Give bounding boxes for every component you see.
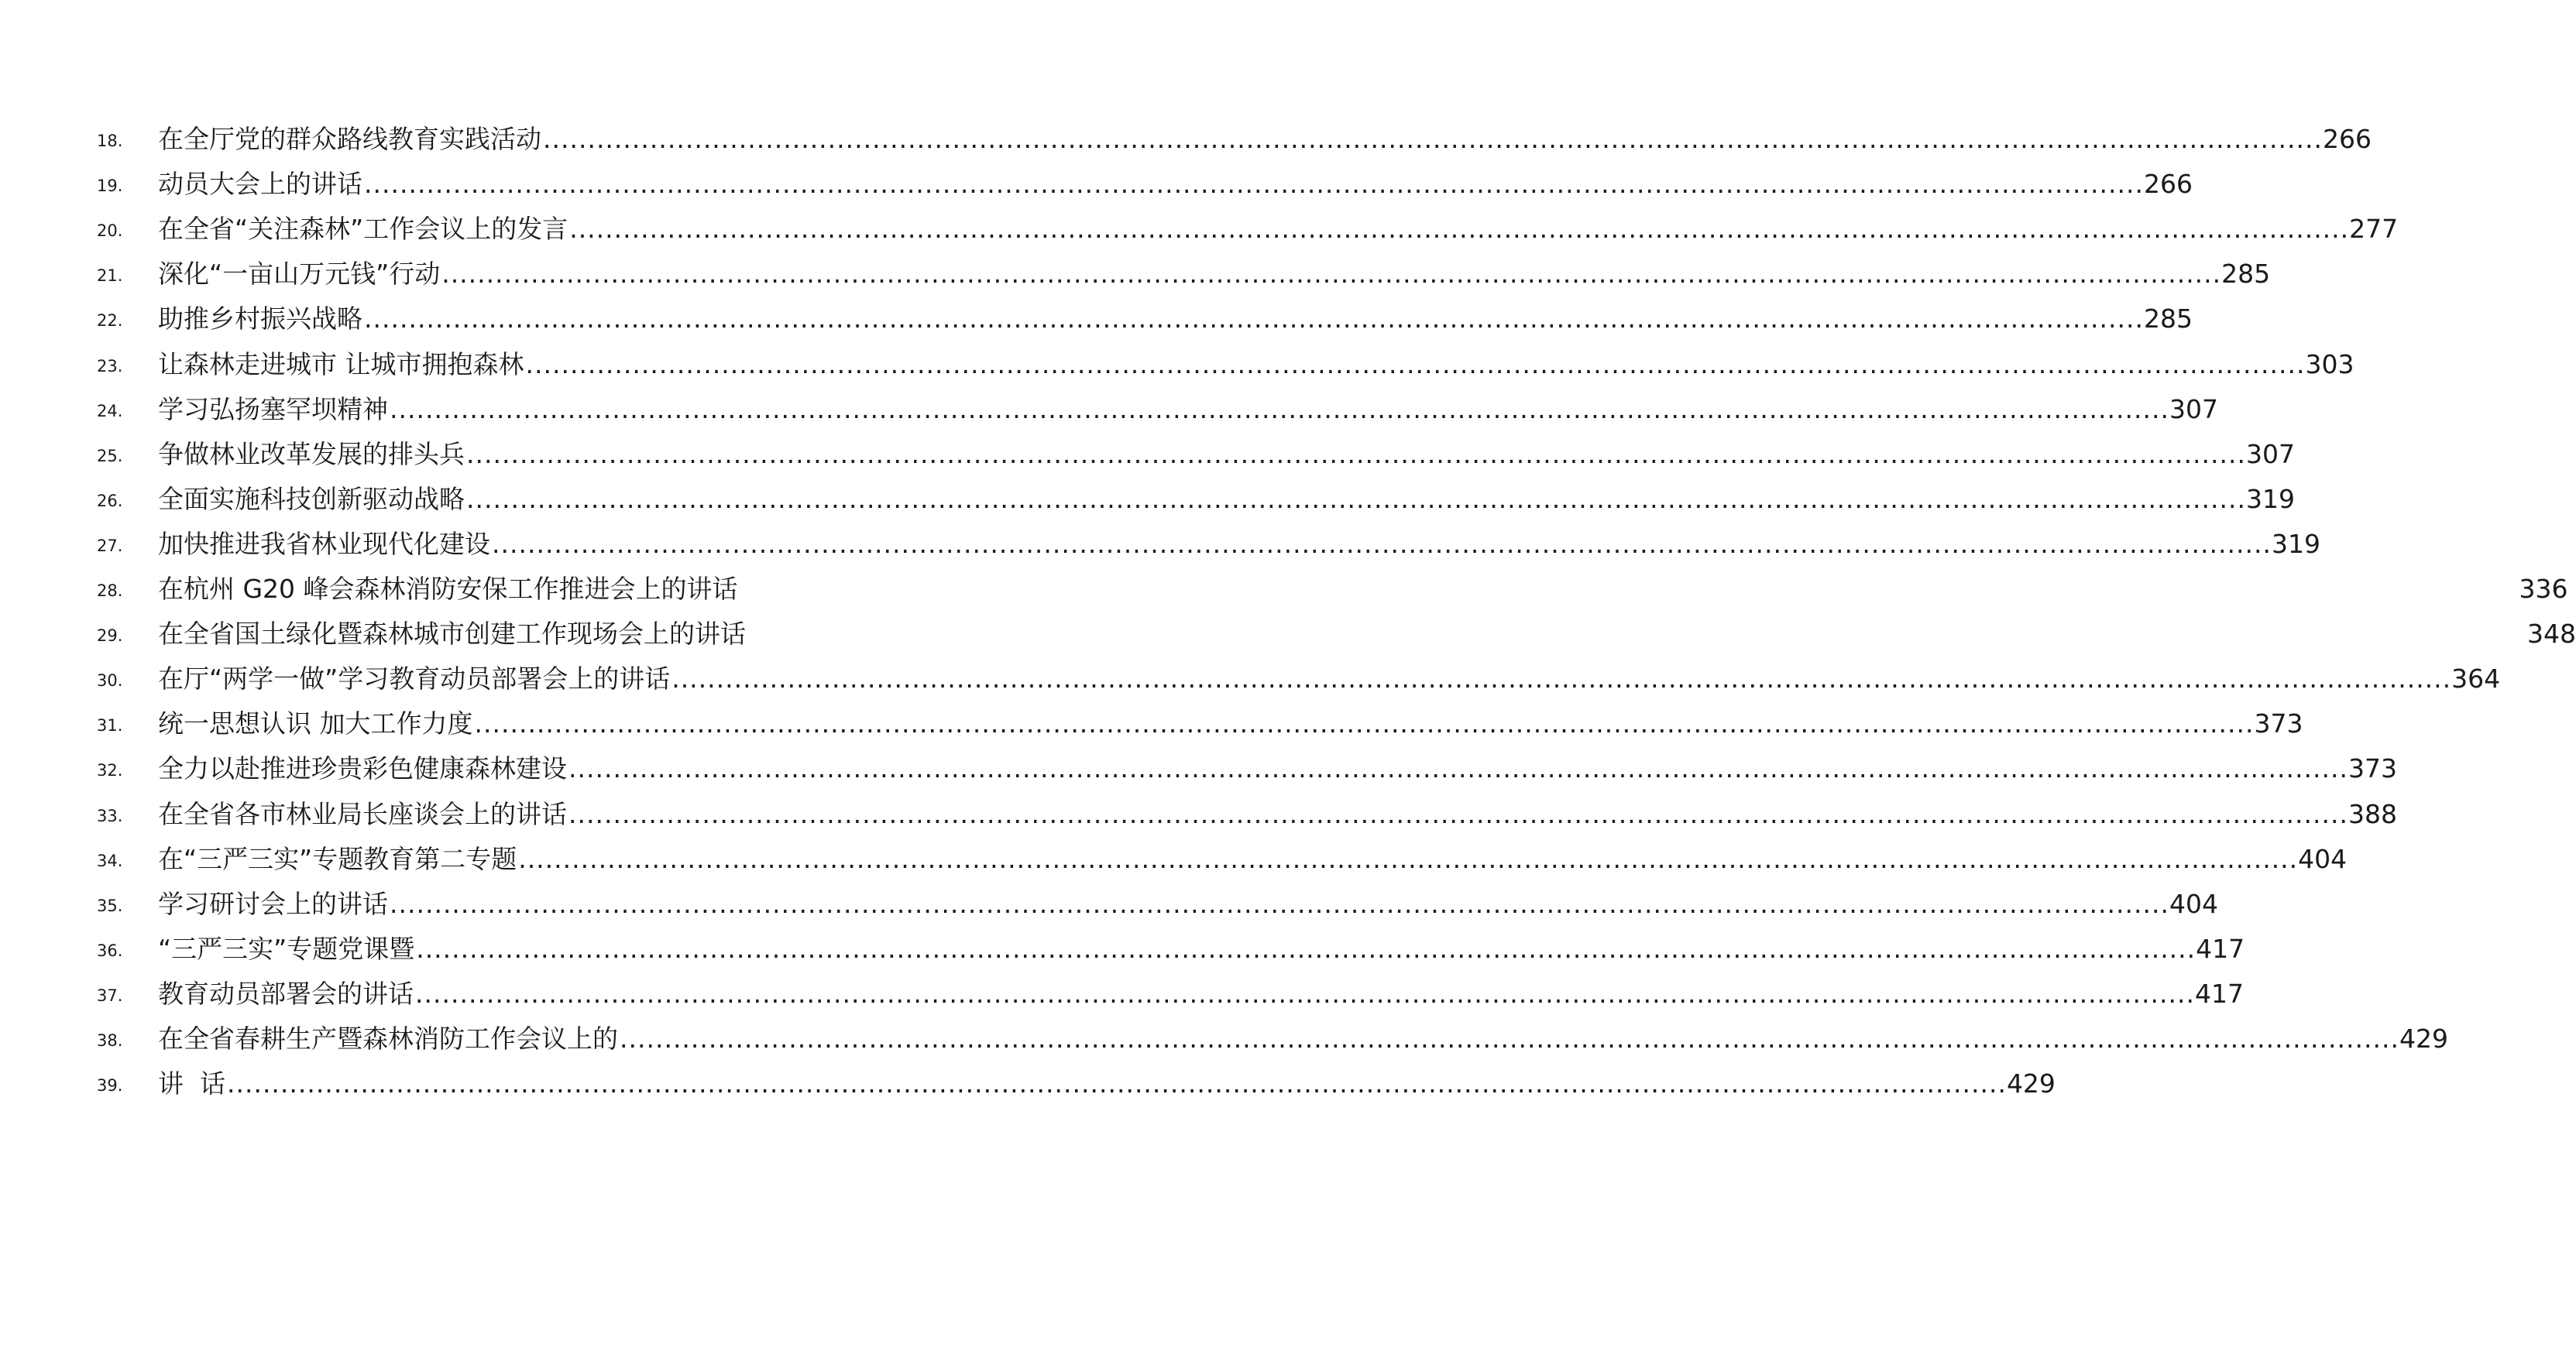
toc-entry[interactable] <box>0 389 2218 425</box>
toc-leader-dots: ........................................................................................................................................................................................................ <box>364 169 2144 200</box>
toc-entry-title: 在杭州 G20 峰会森林消防安保工作推进会上的讲话 <box>158 574 738 604</box>
toc-entry-number: 29. <box>97 626 123 646</box>
toc-leader-dots: ........................................................................................................................................................................................................ <box>226 1068 2007 1099</box>
toc-entry-title: 助推乡村振兴战略 <box>158 303 362 334</box>
toc-entry[interactable] <box>0 345 2354 380</box>
toc-entry-line <box>158 619 2576 650</box>
toc-entry[interactable] <box>0 254 2271 290</box>
toc-entry-line <box>158 574 2568 605</box>
toc-entry-page-number: 429 <box>2399 1024 2448 1054</box>
toc-leader-dots: ........................................................................................................................................................................................................ <box>416 933 2196 964</box>
toc-entry-page-number: 266 <box>2322 124 2372 154</box>
toc-entry[interactable] <box>0 659 2501 694</box>
toc-leader-dots: ........................................................................................................................................................................................................ <box>620 1024 2399 1054</box>
toc-entry-title: 争做林业改革发展的排头兵 <box>158 438 465 469</box>
toc-entry-line <box>158 843 2348 875</box>
toc-entry-number: 33. <box>97 806 123 825</box>
toc-entry-number: 18. <box>97 132 123 150</box>
toc-entry-line <box>158 1068 2056 1099</box>
toc-leader-dots: ........................................................................................................................................................................................................ <box>364 303 2144 334</box>
toc-entry-number: 25. <box>97 446 123 465</box>
toc-entry-number: 36. <box>97 941 123 960</box>
toc-entry-number: 28. <box>97 581 123 600</box>
toc-entry[interactable] <box>0 479 2295 515</box>
toc-leader-dots: ........................................................................................................................................................................................................ <box>543 124 2323 154</box>
toc-entry-title: 在全省春耕生产暨森林消防工作会议上的 <box>158 1024 618 1054</box>
toc-entry[interactable] <box>0 884 2218 920</box>
toc-entry-line <box>158 348 2354 380</box>
toc-entry-page-number: 348 <box>2526 619 2576 650</box>
toc-entry-page-number: 285 <box>2143 303 2193 334</box>
toc-entry-line <box>158 124 2372 155</box>
toc-entry-line <box>158 933 2245 965</box>
toc-entry-number: 38. <box>97 1031 123 1050</box>
toc-entry-page-number: 303 <box>2305 348 2354 379</box>
toc-entry-line <box>158 303 2193 334</box>
toc-entry-page-number: 307 <box>2245 438 2295 469</box>
toc-entry[interactable] <box>0 839 2348 875</box>
toc-entry-page-number: 417 <box>2194 978 2244 1009</box>
toc-entry-line <box>158 393 2218 425</box>
toc-entry[interactable] <box>0 209 2399 245</box>
toc-leader-dots: ........................................................................................................................................................................................................ <box>568 753 2348 784</box>
toc-entry-title: 学习研讨会上的讲话 <box>158 888 388 919</box>
toc-entry-number: 23. <box>97 356 123 376</box>
toc-leader-dots: ........................................................................................................................................................................................................ <box>671 664 2452 694</box>
toc-entry-line <box>158 798 2397 830</box>
toc-entry[interactable] <box>0 929 2245 965</box>
toc-entry-title: 统一思想认识 加大工作力度 <box>158 708 473 739</box>
toc-entry[interactable] <box>0 299 2193 334</box>
toc-entry-title: 全力以赴推进珍贵彩色健康森林建设 <box>158 753 567 784</box>
toc-leader-dots: ........................................................................................................................................................................................................ <box>466 483 2246 514</box>
toc-entry-number: 39. <box>97 1076 123 1096</box>
toc-entry-title: 教育动员部署会的讲话 <box>158 978 414 1009</box>
toc-entry[interactable] <box>0 794 2397 830</box>
toc-entry-number: 20. <box>97 221 123 241</box>
toc-entry-page-number: 404 <box>2298 843 2348 874</box>
toc-entry-title: 在全省“关注森林”工作会议上的发言 <box>158 214 568 245</box>
toc-entry-title: 在厅“两学一做”学习教育动员部署会上的讲话 <box>158 664 671 694</box>
toc-entry-title: 加快推进我省林业现代化建设 <box>158 528 490 559</box>
toc-entry-page-number: 336 <box>2519 574 2568 604</box>
toc-leader-dots: ........................................................................................................................................................................................................ <box>569 214 2350 245</box>
toc-entry-line <box>158 438 2295 470</box>
toc-entry-page-number: 373 <box>2254 708 2303 739</box>
toc-entry[interactable] <box>0 119 2372 155</box>
toc-entry-line <box>158 978 2244 1010</box>
toc-entry-line <box>158 483 2295 515</box>
toc-entry-line <box>158 1024 2448 1055</box>
toc-entry-title: 让森林走进城市 让城市拥抱森林 <box>158 348 524 379</box>
toc-entry-number: 34. <box>97 851 123 870</box>
toc-entry-number: 24. <box>97 401 123 420</box>
toc-entry-number: 19. <box>97 177 123 196</box>
toc-entry-page-number: 404 <box>2169 888 2218 919</box>
toc-leader-dots: ........................................................................................................................................................................................................ <box>492 528 2272 559</box>
toc-leader-dots: ........................................................................................................................................................................................................ <box>466 438 2246 469</box>
toc-entry-number: 27. <box>97 536 123 555</box>
toc-entry-page-number: 319 <box>2245 483 2295 514</box>
toc-entry-title: 动员大会上的讲话 <box>158 169 362 200</box>
toc-entry-number: 21. <box>97 266 123 286</box>
toc-entry-line <box>158 708 2303 739</box>
toc-entry-title: 全面实施科技创新驱动战略 <box>158 483 465 514</box>
toc-entry-page-number: 388 <box>2348 798 2397 829</box>
toc-entry-number: 32. <box>97 761 123 780</box>
toc-entry-title: 在全省各市林业局长座谈会上的讲话 <box>158 798 567 829</box>
toc-entry-title: 在“三严三实”专题教育第二专题 <box>158 843 517 874</box>
toc-entry-title: 在全厅党的群众路线教育实践活动 <box>158 124 541 154</box>
toc-entry-number: 37. <box>97 986 123 1005</box>
toc-entry-title: “三严三实”专题党课暨 <box>158 933 415 964</box>
toc-entry-title: 学习弘扬塞罕坝精神 <box>158 393 388 424</box>
toc-entry-title: 讲 话 <box>158 1068 225 1099</box>
toc-entry-line <box>158 888 2218 920</box>
toc-entry-page-number: 364 <box>2451 664 2501 694</box>
toc-entry-line <box>158 259 2271 290</box>
toc-entry[interactable] <box>0 614 2576 650</box>
toc-entry[interactable] <box>0 974 2244 1010</box>
toc-entry[interactable] <box>0 1064 2056 1099</box>
toc-leader-dots: ........................................................................................................................................................................................................ <box>518 843 2299 874</box>
toc-leader-dots: ........................................................................................................................................................................................................ <box>390 393 2169 424</box>
toc-entry-page-number: 373 <box>2348 753 2397 784</box>
toc-entry-line <box>158 169 2193 200</box>
toc-entry-page-number: 319 <box>2271 528 2320 559</box>
toc-entry-page-number: 266 <box>2143 169 2193 200</box>
toc-entry-page-number: 285 <box>2221 259 2271 290</box>
toc-entry-title: 深化“一亩山万元钱”行动 <box>158 259 441 290</box>
toc-entry-number: 35. <box>97 896 123 915</box>
toc-entry-number: 30. <box>97 671 123 691</box>
toc-entry[interactable] <box>0 434 2295 470</box>
toc-entry-number: 31. <box>97 716 123 736</box>
toc-leader-dots: ........................................................................................................................................................................................................ <box>568 798 2348 829</box>
toc-entry[interactable] <box>0 704 2303 739</box>
toc-entry-line <box>158 664 2501 694</box>
toc-leader-dots: ........................................................................................................................................................................................................ <box>415 978 2195 1009</box>
toc-leader-dots: ........................................................................................................................................................................................................ <box>390 888 2169 919</box>
toc-entry[interactable] <box>0 1019 2448 1055</box>
toc-entry[interactable] <box>0 164 2193 200</box>
toc-entry-number: 26. <box>97 491 123 510</box>
toc-leader-dots: ........................................................................................................................................................................................................ <box>441 259 2222 290</box>
toc-entry[interactable] <box>0 749 2397 784</box>
toc-entry-page-number: 277 <box>2349 214 2399 245</box>
toc-entry-title: 在全省国土绿化暨森林城市创建工作现场会上的讲话 <box>158 619 746 650</box>
toc-entry-page-number: 307 <box>2169 393 2218 424</box>
toc-leader-dots: ........................................................................................................................................................................................................ <box>525 348 2306 379</box>
toc-entry-line <box>158 528 2320 560</box>
toc-leader-dots: ........................................................................................................................................................................................................ <box>474 708 2255 739</box>
toc-entry[interactable] <box>0 569 2568 605</box>
toc-entry-page-number: 429 <box>2006 1068 2056 1099</box>
toc-entry-page-number: 417 <box>2196 933 2245 964</box>
toc-entry-line <box>158 753 2397 784</box>
toc-entry[interactable] <box>0 524 2320 560</box>
toc-entry-number: 22. <box>97 311 123 331</box>
toc-entry-line <box>158 214 2399 245</box>
